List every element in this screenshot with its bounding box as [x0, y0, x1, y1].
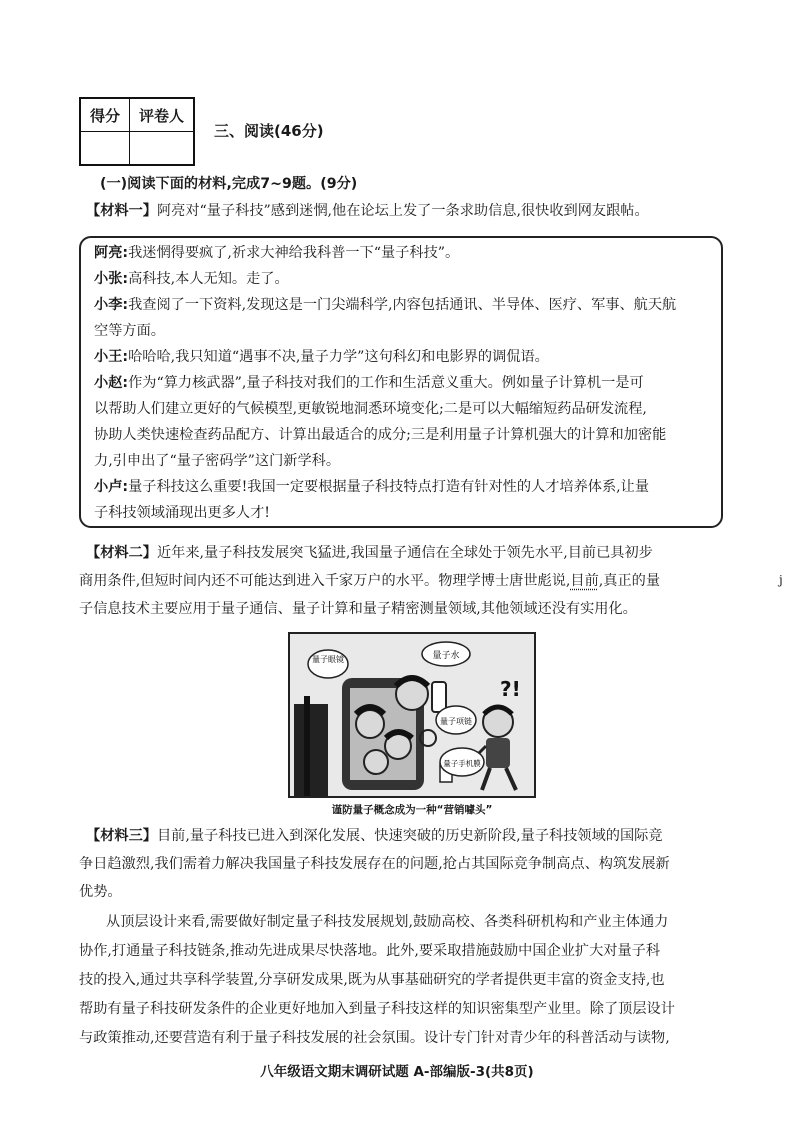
- material2-line: 子信息技术主要应用于量子通信、量子计算和量子精密测量领域,其他领域还没有实用化。: [79, 601, 637, 617]
- chat-line: 小卢:量子科技这么重要!我国一定要根据量子科技特点打造有针对性的人才培养体系,让量: [94, 479, 650, 495]
- section-title: 三、阅读(46分): [214, 122, 324, 140]
- material1-intro: [86, 201, 736, 221]
- emphasis-dots: 目前: [570, 573, 599, 589]
- material3-tag: 【材料三】: [86, 828, 157, 844]
- para4-line: 与政策推动,还要营造有利于量子科技发展的社会氛围。设计专门针对青少年的科普活动与读物,: [79, 1030, 670, 1046]
- chat-line-cont: 以帮助人们建立更好的气候模型,更敏锐地洞悉环境变化;二是可以大幅缩短药品研发流程,: [94, 401, 647, 417]
- bubble-glasses: 量子眼镜: [312, 655, 344, 664]
- para4-line: 协作,打通量子科技链条,推动先进成果尽快落地。此外,要采取措施鼓励中国企业扩大对量子科: [79, 943, 661, 959]
- grader-label: 评卷人: [130, 98, 195, 132]
- chat-line-cont: 协助人类快速检查药品配方、计算出最适合的成分;三是利用量子计算机强大的计算和加密能: [94, 427, 667, 443]
- material2-line: 【材料二】近年来,量子科技发展突飞猛进,我国量子通信在全球处于领先水平,目前已具初步: [86, 545, 653, 561]
- score-cell: [80, 132, 130, 166]
- side-mark: j: [779, 573, 783, 587]
- material1-text: 阿亮对“量子科技”感到迷惘,他在论坛上发了一条求助信息,很快收到网友跟帖。: [156, 203, 649, 219]
- material3-line: 【材料三】目前,量子科技已进入到深化发展、快速突破的历史新阶段,量子科技领域的国际竞: [86, 828, 663, 844]
- bubble-phone-film: 量子手机膜: [443, 759, 481, 768]
- para4-line: 帮助有量子科技研发条件的企业更好地加入到量子科技这样的知识密集型产业里。除了顶层设计: [79, 1001, 675, 1017]
- chat-line: 阿亮:我迷惘得要疯了,祈求大神给我科普一下“量子科技”。: [94, 245, 460, 261]
- score-box: [79, 97, 195, 166]
- material2-line: 商用条件,但短时间内还不可能达到进入千家万户的水平。物理学博士唐世彪说,目前,真正的量: [79, 573, 661, 589]
- chat-line: 小王:哈哈哈,我只知道“遇事不决,量子力学”这句科幻和电影界的调侃语。: [94, 349, 549, 365]
- chat-line-cont: 子科技领域涌现出更多人才!: [94, 505, 270, 521]
- material2-tag: 【材料二】: [86, 545, 157, 561]
- svg-text:?!: ?!: [500, 677, 521, 701]
- material3-line: 争日趋激烈,我们需着力解决我国量子科技发展存在的问题,抢占其国际竞争制高点、构筑发展新: [79, 856, 670, 872]
- score-label: 得分: [80, 98, 130, 132]
- chat-line: 小李:我查阅了一下资料,发现这是一门尖端科学,内容包括通讯、半导体、医疗、军事、航天航: [94, 297, 677, 313]
- chat-line-cont: 空等方面。: [94, 323, 165, 339]
- material3-line: 优势。: [79, 884, 122, 900]
- para4-line: 技的投入,通过共享科学装置,分享研发成果,既为从事基础研究的学者提供更丰富的资金支持,也: [79, 972, 665, 988]
- grader-cell: [130, 132, 195, 166]
- chat-line-cont: 力,引申出了“量子密码学”这门新学科。: [94, 453, 341, 469]
- chat-line: 小赵:作为“算力核武器”,量子科技对我们的工作和生活意义重大。例如量子计算机一是可: [94, 375, 644, 391]
- page-footer: 八年级语文期末调研试题 A-部编版-3(共8页): [260, 1064, 534, 1080]
- bubble-necklace: 量子项链: [440, 717, 472, 726]
- para4-line: 从顶层设计来看,需要做好制定量子科技发展规划,鼓励高校、各类科研机构和产业主体通力: [106, 914, 669, 930]
- cartoon-caption: 谨防量子概念成为一种“营销噱头”: [331, 804, 493, 816]
- chat-line: 小张:高科技,本人无知。走了。: [94, 271, 289, 287]
- cartoon-illustration: [288, 632, 536, 798]
- part-heading: (一)阅读下面的材料,完成7~9题。(9分): [100, 176, 358, 192]
- cartoon-drawing: [290, 634, 534, 796]
- material1-tag: 【材料一】: [86, 203, 157, 219]
- bubble-water: 量子水: [432, 651, 460, 661]
